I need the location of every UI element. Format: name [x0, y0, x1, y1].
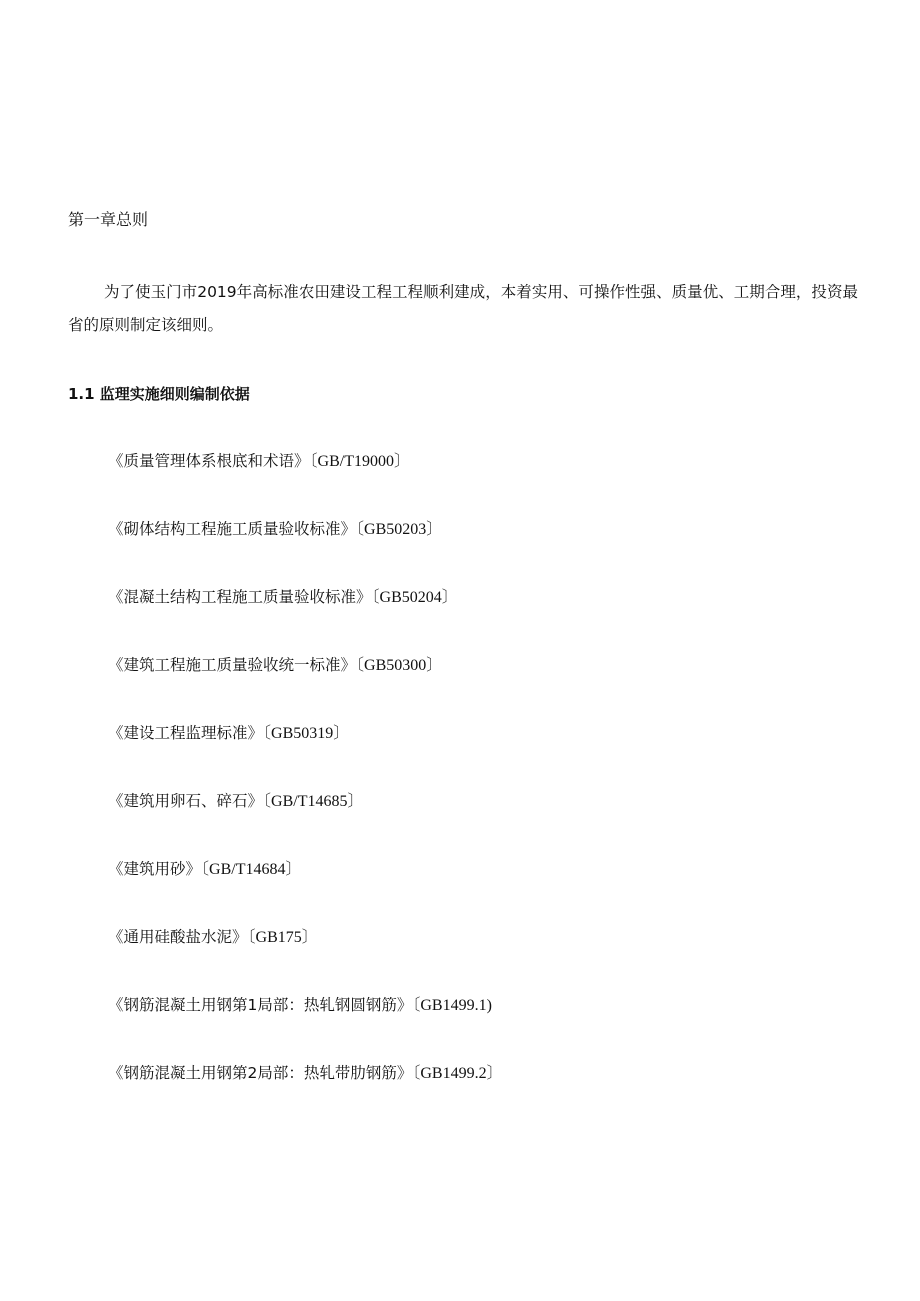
reference-item: [108, 653, 503, 721]
intro-paragraph: 为了使玉门市2019年高标准农田建设工程工程顺利建成，本着实用、可操作性强、质量优、工期合理，投资最省的原则制定该细则。: [68, 283, 858, 334]
reference-title: 《质量管理体系根底和术语》: [108, 452, 310, 470]
reference-item: [108, 585, 503, 653]
reference-code: 〔GB/T14685〕: [263, 793, 364, 810]
reference-title: 《砌体结构工程施工质量验收标准》: [108, 520, 357, 538]
reference-code: 〔GB50319〕: [263, 725, 350, 742]
reference-item: [108, 449, 503, 517]
section-heading: 1.1 监理实施细则编制依据: [68, 385, 250, 403]
reference-item: [108, 517, 503, 585]
chapter-title: 第一章总则: [68, 210, 149, 229]
reference-code: 〔GB1499.2〕: [412, 1065, 503, 1082]
reference-title: 《通用硅酸盐水泥》: [108, 928, 248, 946]
reference-code: 〔GB175〕: [247, 929, 318, 946]
reference-item: [108, 857, 503, 925]
reference-title: 《建筑工程施工质量验收统一标准》: [108, 656, 357, 674]
reference-item: [108, 721, 503, 789]
reference-code: 〔GB50203〕: [356, 521, 443, 538]
reference-title: 《建设工程监理标准》: [108, 724, 264, 742]
reference-list: [108, 449, 503, 1129]
reference-item: [108, 993, 503, 1061]
reference-item: [108, 1061, 503, 1129]
reference-code: 〔GB50300〕: [356, 657, 443, 674]
reference-title: 《钢筋混凝土用钢第2局部：热轧带肋钢筋》: [108, 1064, 413, 1082]
reference-title: 《建筑用卵石、碎石》: [108, 792, 264, 810]
reference-code: 〔GB/T14684〕: [201, 861, 302, 878]
reference-title: 《钢筋混凝土用钢第1局部：热轧钢圆钢筋》: [108, 996, 413, 1014]
reference-title: 《建筑用砂》: [108, 860, 202, 878]
reference-title: 《混凝土结构工程施工质量验收标准》: [108, 588, 372, 606]
reference-code: 〔GB1499.1): [412, 997, 492, 1014]
reference-item: [108, 789, 503, 857]
reference-code: 〔GB/T19000〕: [309, 453, 410, 470]
reference-code: 〔GB50204〕: [371, 589, 458, 606]
reference-item: [108, 925, 503, 993]
